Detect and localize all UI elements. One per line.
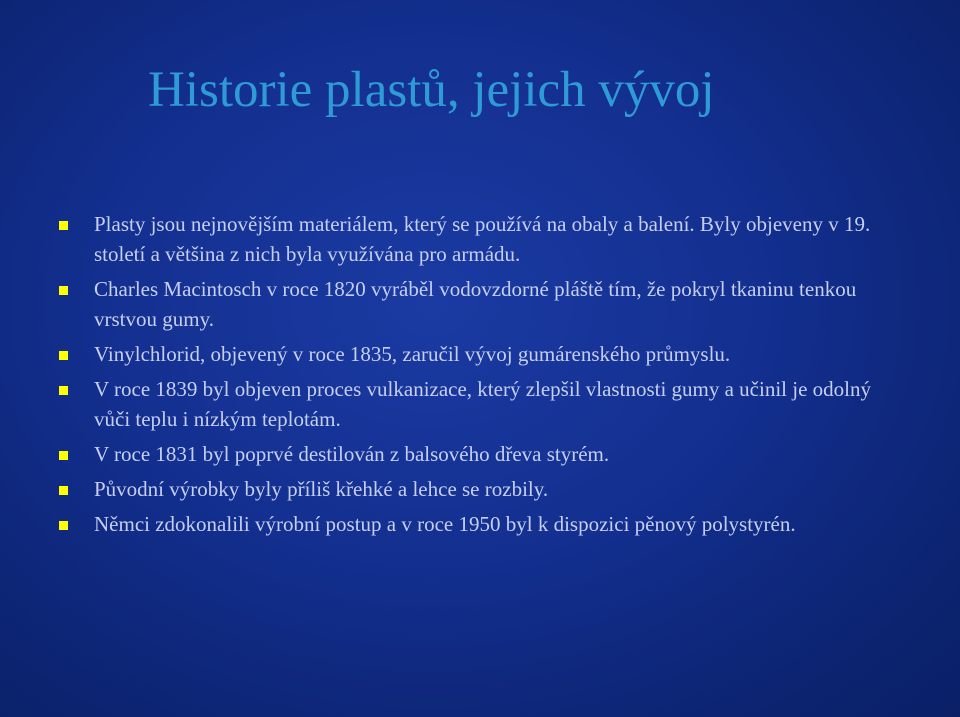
bullet-item [58,374,888,434]
square-bullet-icon [59,386,68,395]
bullet-text: Němci zdokonalili výrobní postup a v roce 1950 byl k dispozici pěnový polystyrén. [94,512,796,536]
bullet-item [58,274,888,334]
square-bullet-icon [59,221,68,230]
bullet-text: Charles Macintosch v roce 1820 vyráběl vodovzdorné pláště tím, že pokryl tkaninu tenkou vrstvou gumy. [94,277,857,331]
bullet-text: Původní výrobky byly příliš křehké a lehce se rozbily. [94,477,549,501]
square-bullet-icon [59,286,68,295]
bullet-item [58,209,888,269]
square-bullet-icon [59,451,68,460]
slide-title: Historie plastů, jejich vývoj [148,62,715,118]
bullet-text: V roce 1839 byl objeven proces vulkanizace, který zlepšil vlastnosti gumy a učinil je odolný vůči teplu i nízkým teplotám. [94,377,871,431]
bullet-item [58,339,888,369]
square-bullet-icon [59,351,68,360]
bullet-item [58,474,888,504]
square-bullet-icon [59,486,68,495]
bullet-list [58,209,888,544]
bullet-text: Plasty jsou nejnovějším materiálem, který se používá na obaly a balení. Byly objeveny v 19. století a většina z nich byla využívána pro armádu. [94,212,871,266]
bullet-text: Vinylchlorid, objevený v roce 1835, zaručil vývoj gumárenského průmyslu. [94,342,731,366]
bullet-item [58,439,888,469]
square-bullet-icon [59,521,68,530]
bullet-text: V roce 1831 byl poprvé destilován z balsového dřeva styrém. [94,442,610,466]
bullet-item [58,509,888,539]
